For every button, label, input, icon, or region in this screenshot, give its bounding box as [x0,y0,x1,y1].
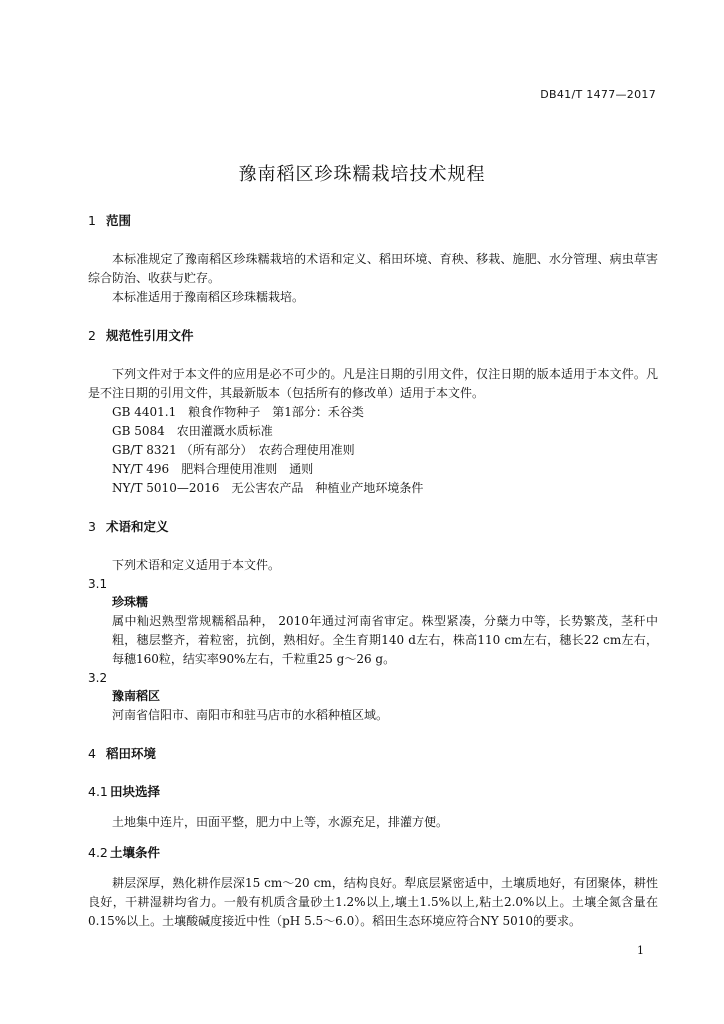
section-heading-terms [88,518,658,536]
subsection-number: 4.2 [88,845,108,860]
term-name: 珍珠糯 [112,595,149,609]
document-code: DB41/T 1477—2017 [540,88,656,101]
subsection-title: 田块选择 [110,784,161,799]
paragraph: 耕层深厚，熟化耕作层深15 cm～20 cm，结构良好。犁底层紧密适中，土壤质地好，有团聚体，耕性良好，干耕湿耕均省力。一般有机质含量砂土1.2%以上,壤土1.5%以上,粘土2.0%以上。土壤全氮含量在0.15%以上。土壤酸碱度接近中性（pH 5.5～6.0）。稻田生态环境应符合NY 5010的要求。 [88,876,658,928]
subsection-title: 土壤条件 [110,845,161,860]
reference-item: NY/T 5010—2016 无公害农产品 种植业产地环境条件 [112,481,424,495]
paragraph: 本标准规定了豫南稻区珍珠糯栽培的术语和定义、稻田环境、育秧、移栽、施肥、水分管理、病虫草害综合防治、收获与贮存。 [88,252,658,285]
section-title: 规范性引用文件 [106,328,194,343]
document-body [88,212,658,931]
page-number: 1 [637,944,644,957]
section-number: 3 [88,519,96,534]
reference-item: GB 4401.1 粮食作物种子 第1部分：禾谷类 [112,405,364,419]
section-heading-references [88,327,658,345]
subsection-number: 4.1 [88,784,108,799]
section-heading-field-environment [88,745,658,763]
subsection-heading-field-selection [88,783,658,801]
paragraph: 下列术语和定义适用于本文件。 [112,558,281,572]
reference-item: GB/T 8321 （所有部分） 农药合理使用准则 [112,443,355,457]
paragraph: 下列文件对于本文件的应用是必不可少的。凡是注日期的引用文件，仅注日期的版本适用于本文件。凡是不注日期的引用文件，其最新版本（包括所有的修改单）适用于本文件。 [88,367,658,400]
section-title: 术语和定义 [106,519,169,534]
term-number: 3.2 [88,671,108,685]
document-title: 豫南稻区珍珠糯栽培技术规程 [238,164,486,185]
section-heading-scope [88,212,658,230]
section-title: 范围 [106,213,132,228]
reference-item: NY/T 496 肥料合理使用准则 通则 [112,462,314,476]
subsection-heading-soil-conditions [88,844,658,862]
section-number: 2 [88,328,96,343]
section-number: 4 [88,746,96,761]
term-definition: 属中籼迟熟型常规糯稻品种， 2010年通过河南省审定。株型紧凑，分蘖力中等，长势繁茂，茎秆中粗，穗层整齐，着粒密，抗倒，熟相好。全生育期140 d左右，株高110 cm左右，穗长22 cm左右，每穗160粒，结实率90%左右，千粒重25 g～26 g。 [112,614,658,666]
section-title: 稻田环境 [106,746,157,761]
section-number: 1 [88,213,96,228]
paragraph: 本标准适用于豫南稻区珍珠糯栽培。 [112,290,305,304]
reference-item: GB 5084 农田灌溉水质标准 [112,424,273,438]
term-name: 豫南稻区 [112,689,161,703]
term-definition: 河南省信阳市、南阳市和驻马店市的水稻种植区域。 [112,708,389,722]
term-number: 3.1 [88,577,108,591]
paragraph: 土地集中连片，田面平整，肥力中上等，水源充足，排灌方便。 [112,815,449,829]
